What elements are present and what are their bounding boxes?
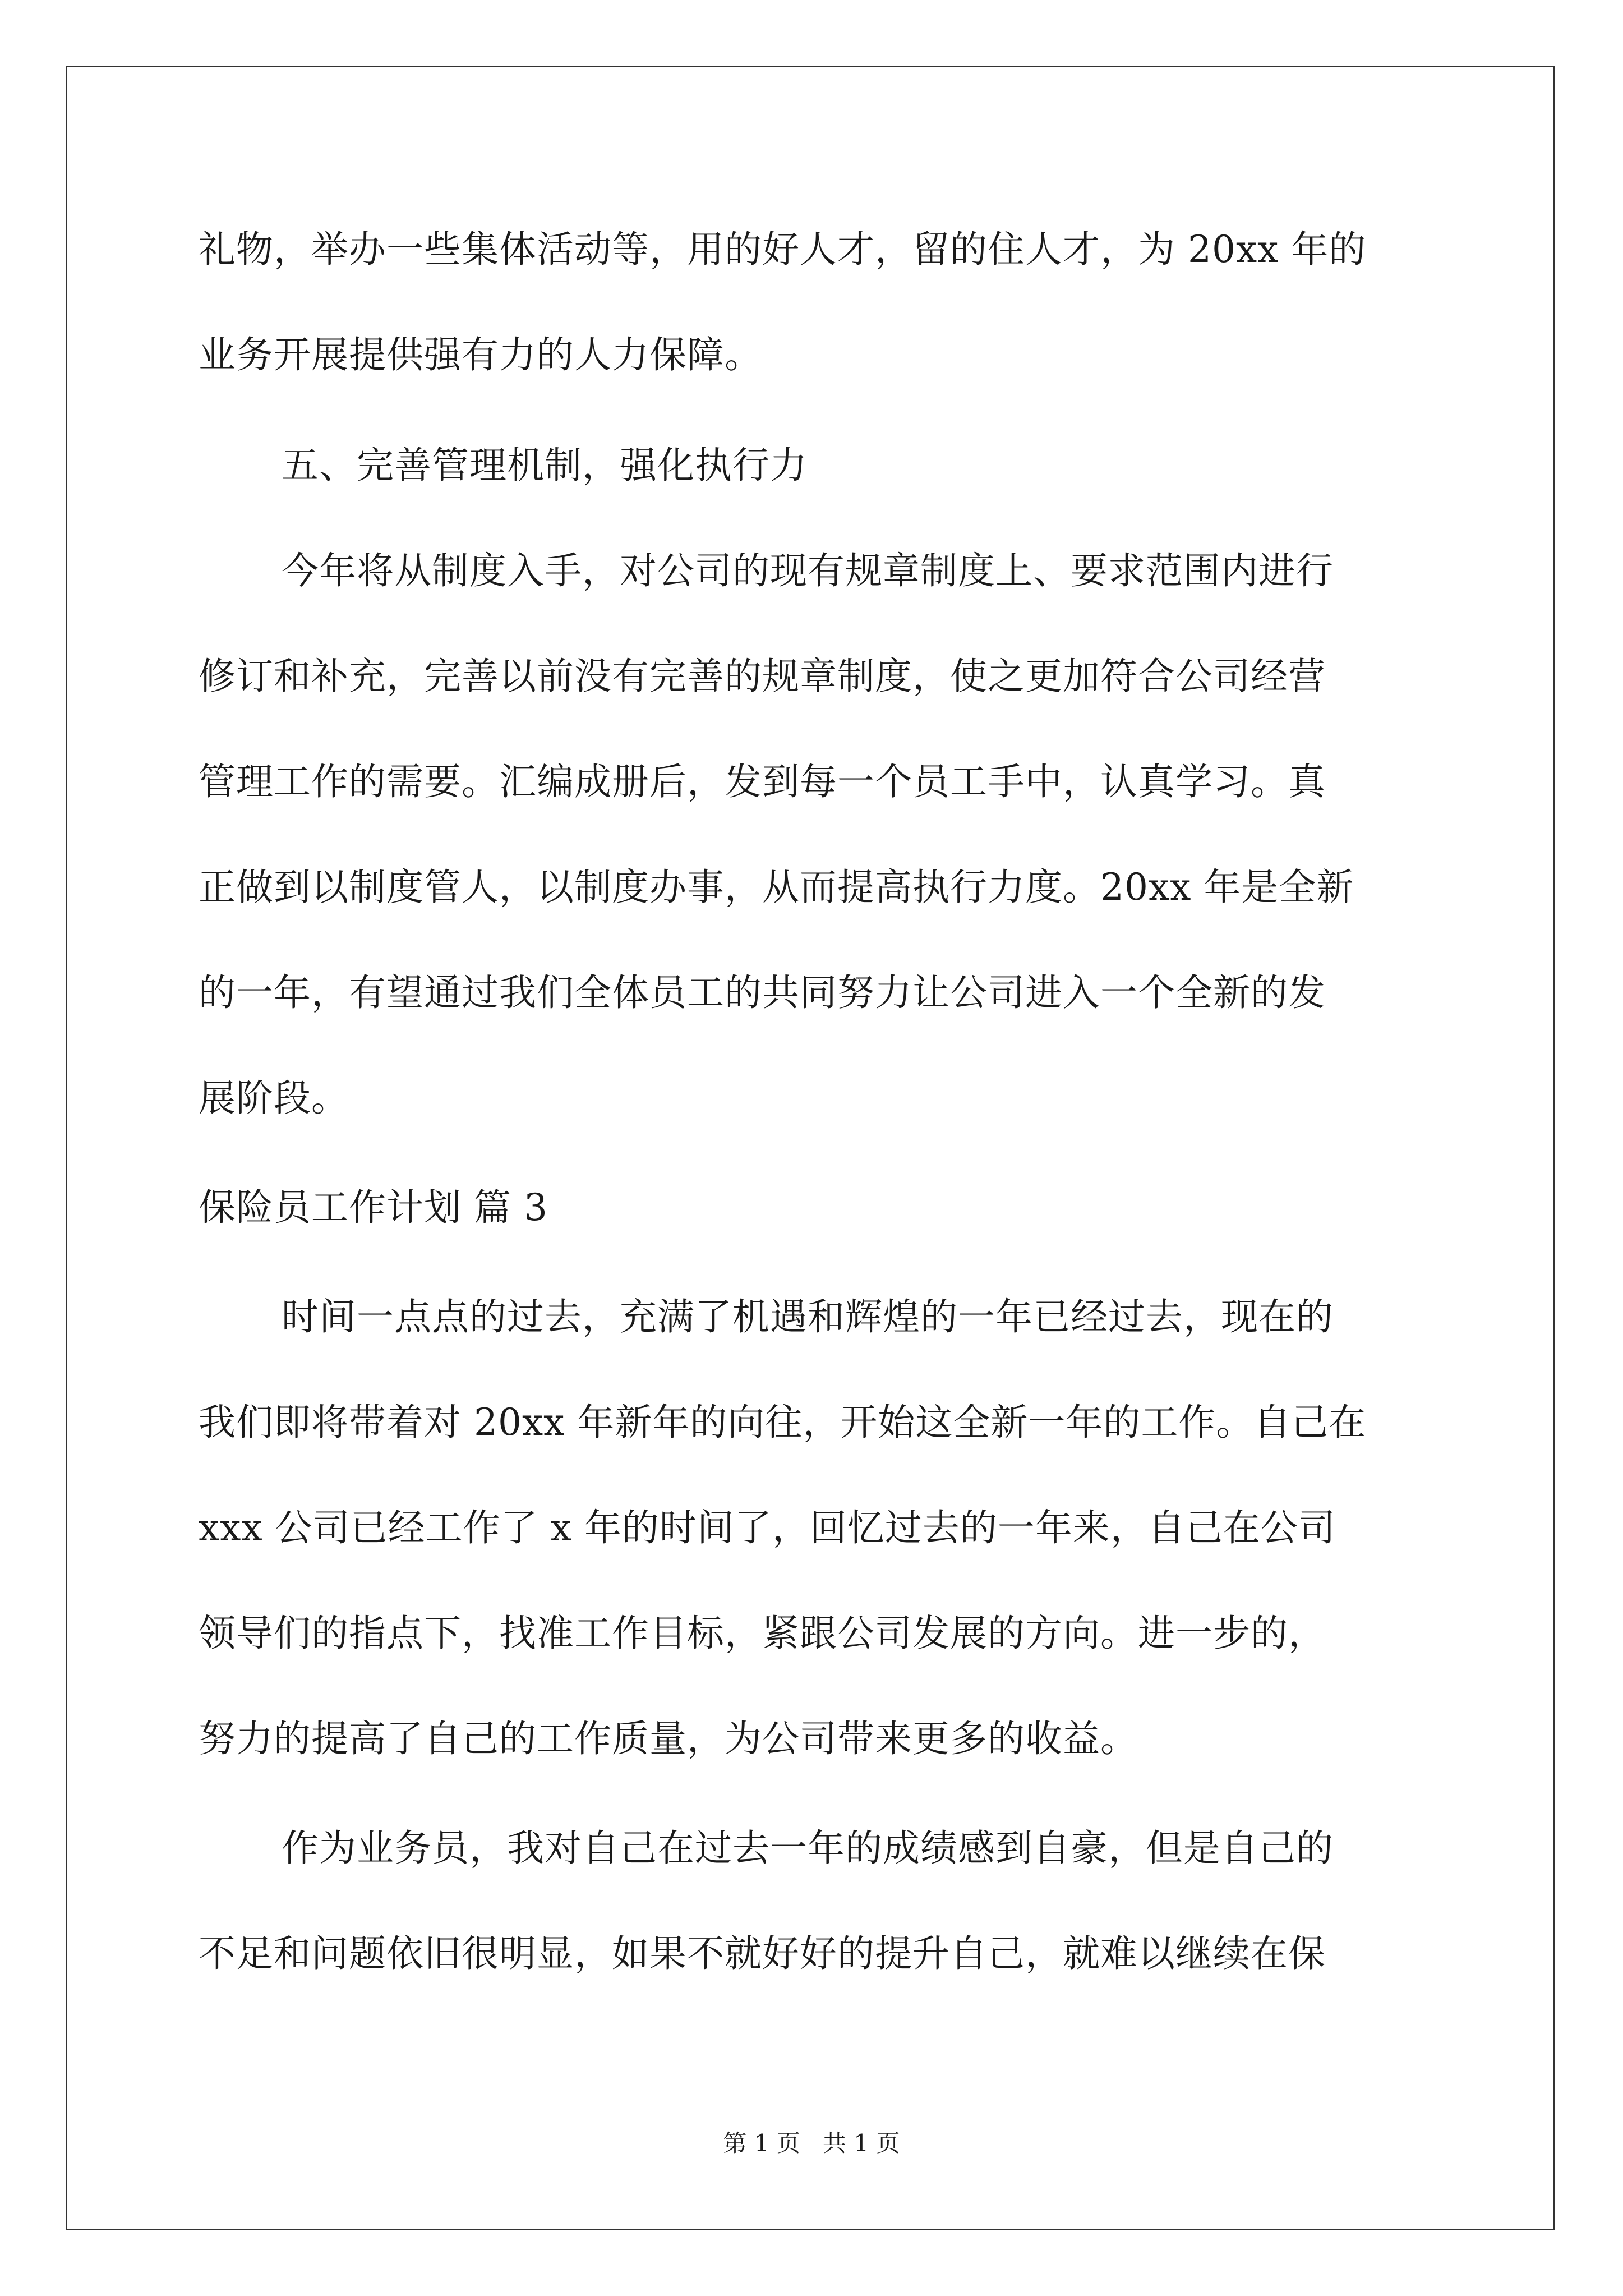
paragraph-line: 作为业务员，我对自己在过去一年的成绩感到自豪，但是自己的 bbox=[282, 1826, 1334, 1870]
paragraph-line: 正做到以制度管人，以制度办事，从而提高执行力度。20xx 年是全新 bbox=[199, 866, 1354, 909]
paragraph-line: 时间一点点的过去，充满了机遇和辉煌的一年已经过去，现在的 bbox=[282, 1295, 1334, 1338]
paragraph-line: 业务开展提供强有力的人力保障。 bbox=[199, 333, 762, 376]
page-footer: 第 1 页 共 1 页 bbox=[723, 2129, 900, 2157]
paragraph-line: 修订和补充，完善以前没有完善的规章制度，使之更加符合公司经营 bbox=[199, 655, 1326, 698]
paragraph-line: 的一年，有望通过我们全体员工的共同努力让公司进入一个全新的发 bbox=[199, 971, 1326, 1014]
paragraph-line: xxx 公司已经工作了 x 年的时间了，回忆过去的一年来，自己在公司 bbox=[199, 1506, 1336, 1549]
paragraph-line: 领导们的指点下，找准工作目标，紧跟公司发展的方向。进一步的， bbox=[199, 1612, 1326, 1655]
paragraph-line: 我们即将带着对 20xx 年新年的向往，开始这全新一年的工作。自己在 bbox=[199, 1401, 1367, 1444]
paragraph-line: 努力的提高了自己的工作质量，为公司带来更多的收益。 bbox=[199, 1717, 1138, 1760]
article-title: 保险员工作计划 篇 3 bbox=[199, 1186, 548, 1229]
paragraph-line: 管理工作的需要。汇编成册后，发到每一个员工手中，认真学习。真 bbox=[199, 760, 1326, 803]
paragraph-line: 不足和问题依旧很明显，如果不就好好的提升自己，就难以继续在保 bbox=[199, 1932, 1326, 1975]
paragraph-line: 礼物，举办一些集体活动等，用的好人才，留的住人才，为 20xx 年的 bbox=[199, 228, 1367, 271]
paragraph-line: 展阶段。 bbox=[199, 1076, 349, 1120]
page-border bbox=[66, 66, 1555, 2230]
paragraph-line: 今年将从制度入手，对公司的现有规章制度上、要求范围内进行 bbox=[282, 549, 1334, 592]
section-heading: 五、完善管理机制，强化执行力 bbox=[282, 444, 808, 487]
